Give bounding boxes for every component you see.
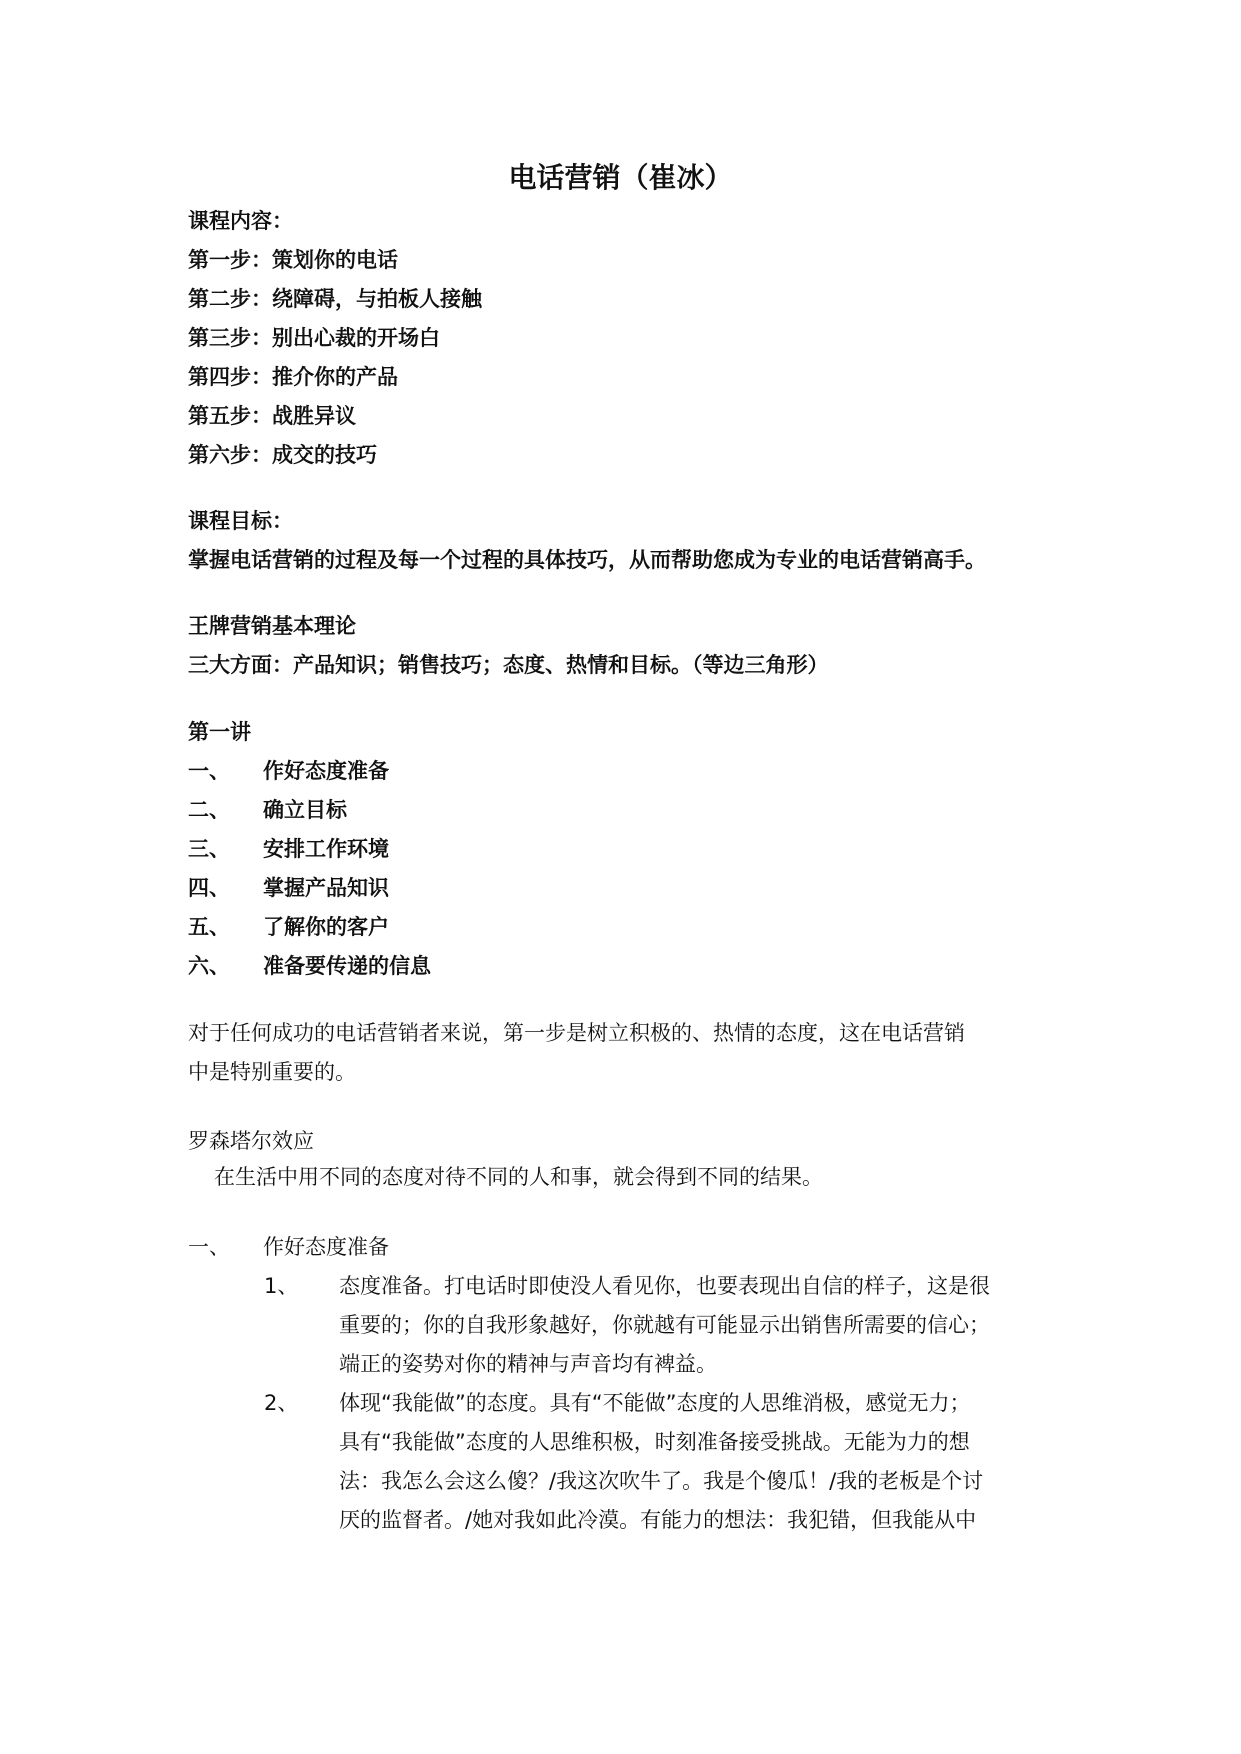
rosenthal-heading: 罗森塔尔效应 xyxy=(188,1129,314,1153)
section-heading xyxy=(188,1232,389,1262)
lecture-heading: 第一讲 xyxy=(188,720,251,744)
section-number: 一、 xyxy=(188,1235,230,1259)
point-line: 端正的姿势对你的精神与声音均有裨益。 xyxy=(339,1352,717,1376)
rosenthal-text: 在生活中用不同的态度对待不同的人和事，就会得到不同的结果。 xyxy=(214,1165,823,1189)
lecture-item-text: 准备要传递的信息 xyxy=(263,954,431,978)
lecture-item-text: 确立目标 xyxy=(263,798,347,822)
point-number: 1、 xyxy=(264,1274,299,1298)
course-step: 第六步：成交的技巧 xyxy=(188,443,377,467)
lecture-item xyxy=(188,912,389,942)
lecture-item-number: 一、 xyxy=(188,759,230,783)
course-goal-text: 掌握电话营销的过程及每一个过程的具体技巧，从而帮助您成为专业的电话营销高手。 xyxy=(188,548,986,572)
lecture-item xyxy=(188,951,431,981)
point-line: 法：我怎么会这么傻？/我这次吹牛了。我是个傻瓜！/我的老板是个讨 xyxy=(339,1469,984,1493)
course-goal-heading: 课程目标： xyxy=(188,509,293,533)
theory-text: 三大方面：产品知识；销售技巧；态度、热情和目标。（等边三角形） xyxy=(188,653,829,677)
lecture-item-text: 安排工作环境 xyxy=(263,837,389,861)
point-text: 态度准备。打电话时即使没人看见你，也要表现出自信的样子，这是很 xyxy=(339,1274,990,1298)
course-step: 第三步：别出心裁的开场白 xyxy=(188,326,440,350)
course-step: 第四步：推介你的产品 xyxy=(188,365,398,389)
lecture-item-text: 掌握产品知识 xyxy=(263,876,389,900)
point-line: 重要的；你的自我形象越好，你就越有可能显示出销售所需要的信心； xyxy=(339,1313,990,1337)
point-text: 体现“我能做”的态度。具有“不能做”态度的人思维消极，感觉无力； xyxy=(339,1391,971,1415)
lecture-item-text: 作好态度准备 xyxy=(263,759,389,783)
lecture-item xyxy=(188,756,389,786)
point-line xyxy=(264,1271,990,1301)
point-line: 厌的监督者。/她对我如此冷漠。有能力的想法：我犯错，但我能从中 xyxy=(339,1508,977,1532)
lecture-item-number: 三、 xyxy=(188,837,230,861)
theory-heading: 王牌营销基本理论 xyxy=(188,614,356,638)
lecture-item xyxy=(188,795,347,825)
point-number: 2、 xyxy=(264,1391,299,1415)
lecture-item-number: 二、 xyxy=(188,798,230,822)
point-line: 具有“我能做”态度的人思维积极，时刻准备接受挑战。无能为力的想 xyxy=(339,1430,970,1454)
intro-paragraph-line: 对于任何成功的电话营销者来说，第一步是树立积极的、热情的态度，这在电话营销 xyxy=(188,1021,965,1045)
lecture-item xyxy=(188,834,389,864)
lecture-item-text: 了解你的客户 xyxy=(263,915,389,939)
lecture-item-number: 四、 xyxy=(188,876,230,900)
lecture-item-number: 六、 xyxy=(188,954,230,978)
lecture-item-number: 五、 xyxy=(188,915,230,939)
course-step: 第五步：战胜异议 xyxy=(188,404,356,428)
intro-paragraph-line: 中是特别重要的。 xyxy=(188,1060,356,1084)
lecture-item xyxy=(188,873,389,903)
course-step: 第二步：绕障碍，与拍板人接触 xyxy=(188,287,482,311)
section-title: 作好态度准备 xyxy=(263,1235,389,1259)
course-content-heading: 课程内容： xyxy=(188,209,293,233)
document-title: 电话营销（崔冰） xyxy=(508,161,733,194)
point-line xyxy=(264,1388,971,1418)
course-step: 第一步：策划你的电话 xyxy=(188,248,398,272)
